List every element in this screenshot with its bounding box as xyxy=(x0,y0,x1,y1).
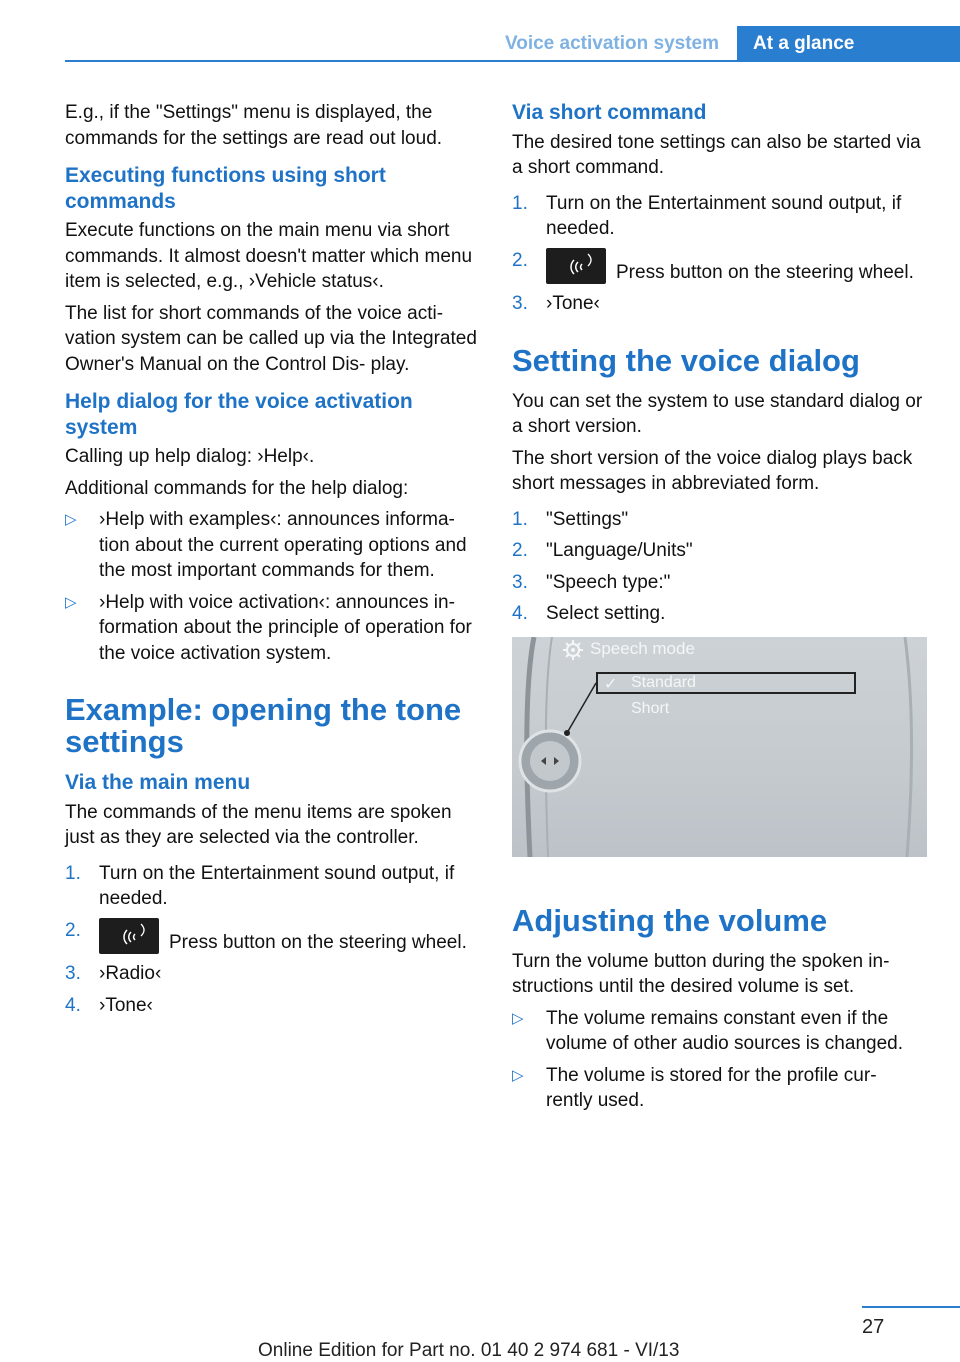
list-item: 3. "Speech type:" xyxy=(512,571,671,593)
voice-dialog-paragraph-1: You can set the system to use standard dialog or a short version. xyxy=(512,390,923,437)
heading-short-commands: Executing functions using short commands xyxy=(65,164,386,213)
main-menu-paragraph: The commands of the menu items are spoken just as they are selected via the controller. xyxy=(65,801,452,848)
voice-dialog-steps xyxy=(512,507,927,627)
list-item: 1. Turn on the Entertainment sound output, if needed. xyxy=(512,192,902,239)
voice-command-button-icon xyxy=(546,248,606,284)
speech-mode-screenshot xyxy=(512,637,927,857)
edition-note: Online Edition for Part no. 01 40 2 974 681 - VI/13 xyxy=(258,1340,680,1361)
volume-notes-list xyxy=(512,1006,927,1114)
list-item: 2. Press button on the steering wheel. xyxy=(512,249,914,283)
list-item: ▷ ›Help with voice activation‹: announces in‐ formation about the principle of operation for the voice activation system. xyxy=(65,591,472,664)
page-number: 27 xyxy=(862,1316,885,1338)
main-menu-steps xyxy=(65,861,480,1019)
header-chapter-tab[interactable]: At a glance xyxy=(737,26,960,62)
gear-icon xyxy=(562,639,584,666)
left-column xyxy=(65,100,480,1024)
list-item: ▷ ›Help with examples‹: announces informa‐ tion about the current operating options and the most important commands for them. xyxy=(65,509,467,581)
list-item: ▷ The volume is stored for the profile cur‐ rently used. xyxy=(512,1064,877,1111)
screen-title: Speech mode xyxy=(590,638,695,658)
triangle-right-icon: ▷ xyxy=(65,511,77,528)
list-item: 2. Press button on the steering wheel. xyxy=(65,919,467,953)
triangle-right-icon: ▷ xyxy=(65,593,77,611)
list-item: 4. Select setting. xyxy=(512,603,666,624)
heading-voice-dialog: Setting the voice dialog xyxy=(512,342,860,378)
list-item: ▷ The volume remains constant even if the volume of other audio sources is changed. xyxy=(512,1007,903,1054)
controller-graphic xyxy=(512,637,927,857)
voice-dialog-paragraph-2: The short version of the voice dialog plays back short messages in abbreviated form. xyxy=(512,447,913,494)
volume-paragraph: Turn the volume button during the spoken in‐ structions until the desired volume is set. xyxy=(512,950,890,997)
list-item: 1. Turn on the Entertainment sound output, if needed. xyxy=(65,862,455,909)
heading-example-tone: Example: opening the tone settings xyxy=(65,692,462,759)
list-item: 2. "Language/Units" xyxy=(512,540,693,561)
short-command-steps xyxy=(512,191,927,317)
help-command-list xyxy=(65,507,480,666)
option-short[interactable]: Short xyxy=(631,699,670,717)
heading-adjusting-volume: Adjusting the volume xyxy=(512,902,828,938)
option-standard[interactable]: Standard xyxy=(631,673,696,691)
short-commands-paragraph-1: Execute functions on the main menu via short commands. It almost doesn't matter which menu item is selected, e.g., ›Vehicle status‹. xyxy=(65,220,473,292)
voice-command-button-icon xyxy=(99,918,159,954)
right-column xyxy=(512,100,927,1120)
short-commands-paragraph-2: The list for short commands of the voice acti‐ vation system can be called up via the Integrated Owner's Manual on the Control Dis‐ play. xyxy=(65,302,477,375)
checkmark-icon: ✓ xyxy=(604,675,618,693)
list-item: 3. ›Tone‹ xyxy=(512,293,600,314)
triangle-right-icon: ▷ xyxy=(512,1066,524,1084)
intro-paragraph: E.g., if the "Settings" menu is displayed, the commands for the settings are read out loud. xyxy=(65,102,443,149)
header-rule xyxy=(65,60,960,62)
heading-via-short-command: Via short command xyxy=(512,101,707,124)
footer-rule xyxy=(862,1306,960,1308)
heading-help-dialog: Help dialog for the voice activation system xyxy=(65,390,413,439)
list-item: 3. ›Radio‹ xyxy=(65,963,162,984)
heading-via-main-menu: Via the main menu xyxy=(65,771,251,794)
help-paragraph-1: Calling up help dialog: ›Help‹. xyxy=(65,446,315,467)
list-item: 1. "Settings" xyxy=(512,508,629,530)
short-command-paragraph: The desired tone settings can also be started via a short command. xyxy=(512,131,921,178)
triangle-right-icon: ▷ xyxy=(512,1009,524,1027)
help-paragraph-2: Additional commands for the help dialog: xyxy=(65,477,409,499)
list-item: 4. ›Tone‹ xyxy=(65,994,153,1016)
header-section-title: Voice activation system xyxy=(504,33,719,54)
